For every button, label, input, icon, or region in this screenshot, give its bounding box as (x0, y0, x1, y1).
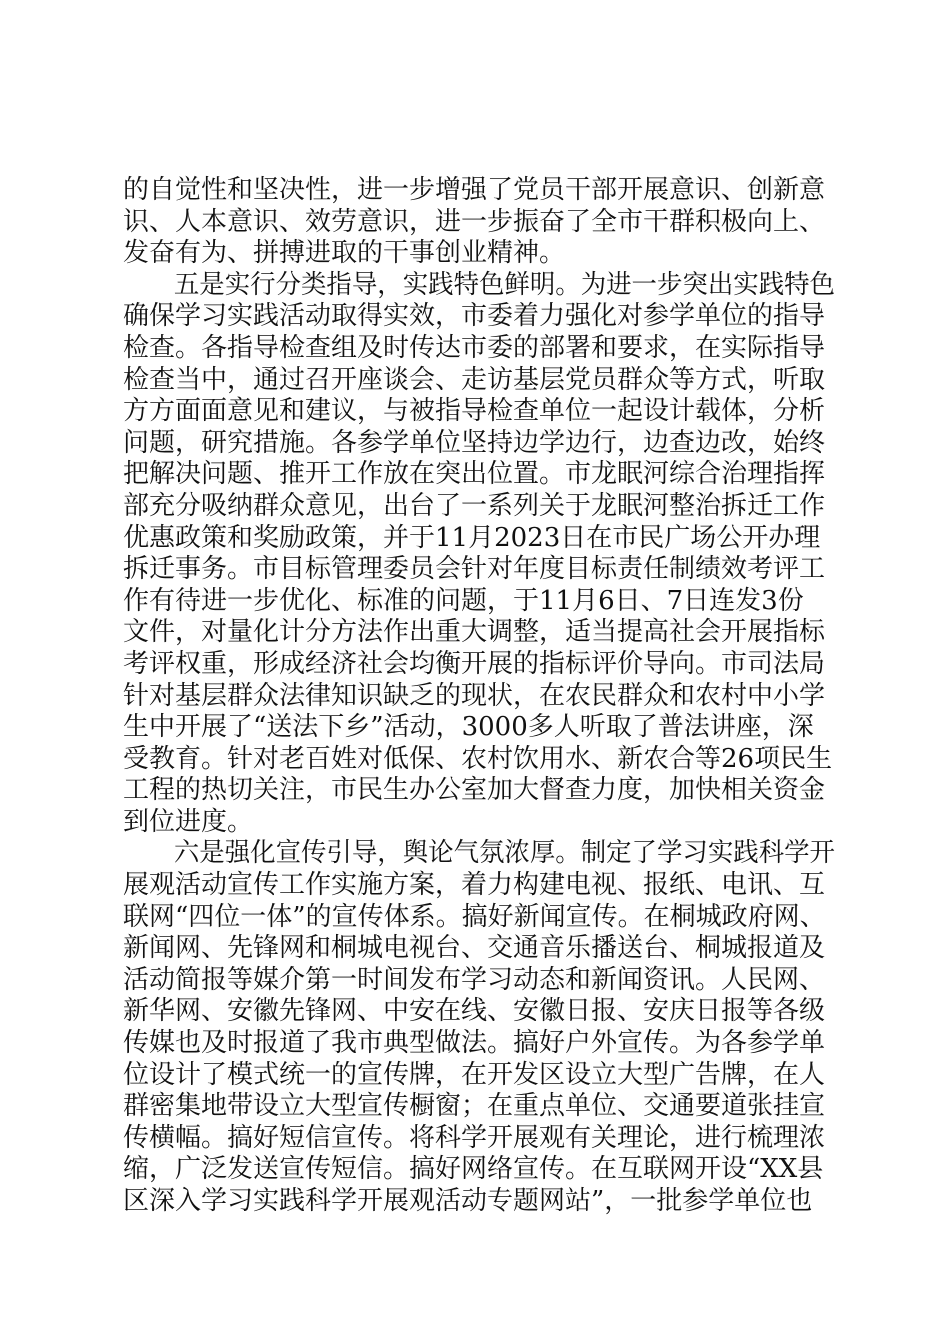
text-line: 五是实行分类指导，实践特色鲜明。为进一步突出实践特色 (123, 269, 835, 300)
text-line: 识、人本意识、效劳意识，进一步振奋了全市干群积极向上、 (123, 206, 826, 237)
text-line: 把解决问题、推开工作放在突出位置。市龙眠河综合治理指挥 (123, 459, 826, 490)
text-line: 检查当中，通过召开座谈会、走访基层党员群众等方式，听取 (123, 364, 826, 395)
text-line: 活动简报等媒介第一时间发布学习动态和新闻资讯。人民网、 (123, 964, 826, 995)
text-line: 到位进度。 (123, 806, 254, 837)
text-line: 六是强化宣传引导，舆论气氛浓厚。制定了学习实践科学开 (123, 838, 835, 869)
text-line: 检查。各指导检查组及时传达市委的部署和要求，在实际指导 (123, 332, 826, 363)
text-line: 区深入学习实践科学开展观活动专题网站”，一批参学单位也 (123, 1186, 813, 1216)
text-line: 位设计了模式统一的宣传牌，在开发区设立大型广告牌，在人 (123, 1059, 826, 1090)
text-line: 传媒也及时报道了我市典型做法。搞好户外宣传。为各参学单 (123, 1028, 826, 1059)
text-line: 的自觉性和坚决性，进一步增强了党员干部开展意识、创新意 (123, 175, 826, 205)
text-line: 考评权重，形成经济社会均衡开展的指标评价导向。市司法局 (123, 648, 826, 679)
document-body (123, 175, 833, 1218)
text-line: 方方面面意见和建议，与被指导检查单位一起设计载体，分析 (123, 396, 826, 427)
text-line: 联网“四位一体”的宣传体系。搞好新闻宣传。在桐城政府网、 (123, 901, 826, 932)
text-line: 传横幅。搞好短信宣传。将科学开展观有关理论，进行梳理浓 (123, 1122, 826, 1153)
text-line: 新闻网、先锋网和桐城电视台、交通音乐播送台、桐城报道及 (123, 933, 826, 964)
text-line: 针对基层群众法律知识缺乏的现状，在农民群众和农村中小学 (123, 680, 826, 711)
text-line: 群密集地带设立大型宣传橱窗；在重点单位、交通要道张挂宣 (123, 1091, 826, 1122)
text-line: 新华网、安徽先锋网、中安在线、安徽日报、安庆日报等各级 (123, 996, 826, 1027)
text-line: 拆迁事务。市目标管理委员会针对年度目标责任制绩效考评工 (123, 554, 826, 585)
text-line: 展观活动宣传工作实施方案，着力构建电视、报纸、电讯、互 (123, 870, 826, 901)
text-line: 受教育。针对老百姓对低保、农村饮用水、新农合等26项民生 (123, 743, 833, 774)
text-line: 优惠政策和奖励政策，并于11月2023日在市民广场公开办理 (123, 522, 821, 553)
text-line: 工程的热切关注，市民生办公室加大督查力度，加快相关资金 (123, 775, 826, 806)
text-line: 作有待进一步优化、标准的问题，于11月6日、7日连发3份 (123, 585, 804, 616)
text-line: 部充分吸纳群众意见，出台了一系列关于龙眠河整治拆迁工作 (123, 490, 826, 521)
text-line: 问题，研究措施。各参学单位坚持边学边行，边查边改，始终 (123, 427, 826, 458)
text-line: 确保学习实践活动取得实效，市委着力强化对参学单位的指导 (123, 301, 826, 332)
text-line: 文件，对量化计分方法作出重大调整，适当提高社会开展指标 (123, 617, 826, 648)
text-line: 缩，广泛发送宣传短信。搞好网络宣传。在互联网开设“XX县 (123, 1154, 824, 1185)
text-line: 生中开展了“送法下乡”活动，3000多人听取了普法讲座，深 (123, 712, 814, 743)
text-line: 发奋有为、拼搏进取的干事创业精神。 (123, 238, 566, 269)
